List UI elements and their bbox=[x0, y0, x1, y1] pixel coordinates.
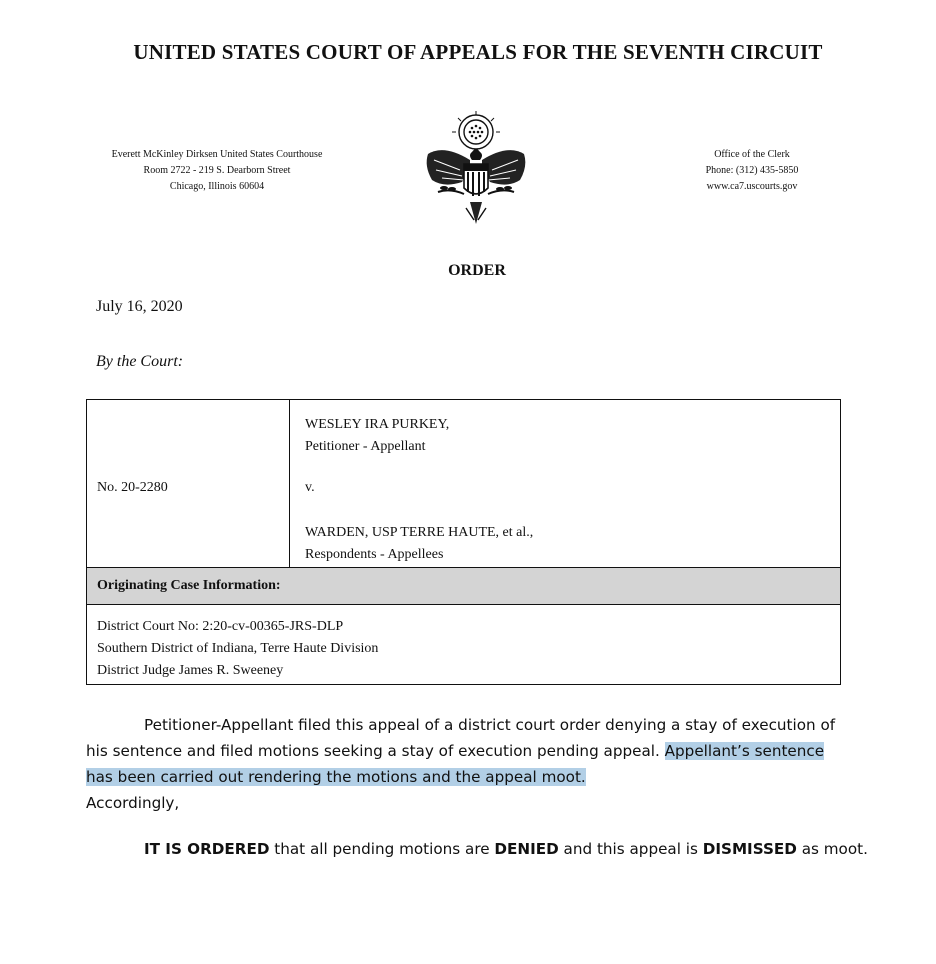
dismissed-text: DISMISSED bbox=[702, 840, 797, 858]
respondent-role: Respondents - Appellees bbox=[305, 547, 444, 562]
petitioner-name: WESLEY IRA PURKEY, bbox=[305, 417, 450, 432]
district-judge: District Judge James R. Sweeney bbox=[97, 663, 284, 678]
district-court-number: District Court No: 2:20-cv-00365-JRS-DLP bbox=[97, 619, 344, 634]
address-line: Everett McKinley Dirksen United States Courthouse bbox=[111, 149, 323, 160]
case-caption-row bbox=[87, 400, 840, 568]
petitioner-block bbox=[305, 414, 449, 458]
paragraph-text: that all pending motions are bbox=[269, 840, 495, 858]
originating-case-header bbox=[87, 568, 840, 605]
address-line: Room 2722 - 219 S. Dearborn Street bbox=[143, 165, 291, 176]
clerk-office-contact bbox=[662, 147, 842, 195]
by-the-court: By the Court: bbox=[96, 353, 184, 370]
petitioner-role: Petitioner - Appellant bbox=[305, 439, 426, 454]
paragraph-text: and this appeal is bbox=[558, 840, 703, 858]
clerk-office-line: Office of the Clerk bbox=[714, 149, 790, 160]
respondent-name: WARDEN, USP TERRE HAUTE, et al., bbox=[305, 525, 534, 540]
case-caption-table bbox=[86, 399, 841, 685]
address-line: Chicago, Illinois 60604 bbox=[169, 181, 265, 192]
order-heading: ORDER bbox=[448, 262, 506, 279]
paragraph-text: as moot. bbox=[796, 840, 868, 858]
denied-text: DENIED bbox=[494, 840, 559, 858]
highlighted-text-selection[interactable]: Appellant’s sentence has been carried out rendering the motions and the appeal moot. bbox=[86, 742, 825, 786]
order-paragraph-1 bbox=[86, 712, 846, 816]
order-date: July 16, 2020 bbox=[96, 298, 183, 315]
originating-case-label: Originating Case Information: bbox=[97, 578, 281, 593]
originating-case-details bbox=[97, 616, 378, 682]
case-number: No. 20-2280 bbox=[97, 480, 168, 495]
respondent-block bbox=[305, 522, 533, 566]
order-paragraph-2 bbox=[86, 836, 876, 862]
district-name: Southern District of Indiana, Terre Haute Division bbox=[97, 641, 379, 656]
great-seal-eagle-icon bbox=[414, 108, 538, 230]
phone-line: Phone: (312) 435-5850 bbox=[705, 165, 799, 176]
paragraph-text: Accordingly, bbox=[86, 794, 180, 812]
it-is-ordered: IT IS ORDERED bbox=[144, 840, 270, 858]
website-line: www.ca7.uscourts.gov bbox=[706, 181, 798, 192]
paragraph-text: Petitioner-Appellant filed this appeal of a district court order denying a stay of execution of his sentence and filed motions seeking a stay of execution pending appeal. bbox=[86, 716, 836, 760]
court-title: UNITED STATES COURT OF APPEALS FOR THE SEVENTH CIRCUIT bbox=[133, 40, 823, 64]
versus: v. bbox=[305, 480, 315, 495]
column-divider bbox=[289, 400, 290, 567]
courthouse-address bbox=[86, 147, 348, 195]
